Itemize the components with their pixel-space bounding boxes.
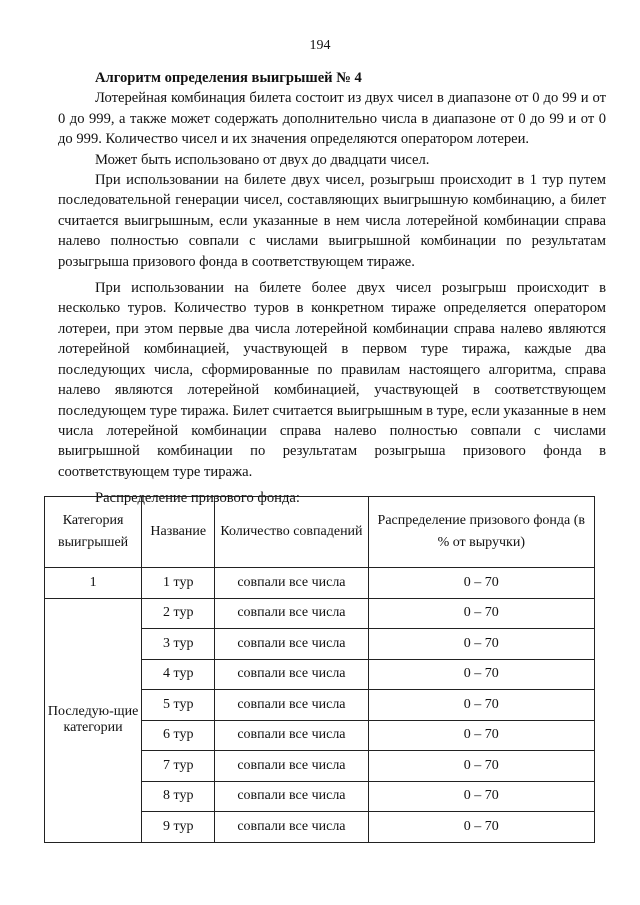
paragraph-5: Распределение призового фонда: bbox=[95, 490, 300, 507]
name-cell: 5 тур bbox=[142, 690, 215, 721]
distribution-cell: 0 – 70 bbox=[368, 781, 594, 812]
distribution-cell: 0 – 70 bbox=[368, 598, 594, 629]
name-cell: 6 тур bbox=[142, 720, 215, 751]
table-row bbox=[45, 568, 595, 599]
header-distribution: Распределение призового фонда (в % от выручки) bbox=[368, 497, 594, 568]
category-cell: 1 bbox=[45, 568, 142, 599]
distribution-cell: 0 – 70 bbox=[368, 659, 594, 690]
distribution-cell: 0 – 70 bbox=[368, 690, 594, 721]
paragraph-1: Лотерейная комбинация билета состоит из двух чисел в диапазоне от 0 до 99 и от 0 до 999, а также может содержать дополнительно числа в диапазоне от 0 до 99 и от 0 до 999. Количество чисел и их значения определяются оператором лотереи. bbox=[58, 90, 606, 148]
name-cell: 2 тур bbox=[142, 598, 215, 629]
matches-cell: совпали все числа bbox=[215, 690, 368, 721]
category-cell-merged: Последую-щие категории bbox=[45, 598, 142, 842]
paragraph-3: При использовании на билете двух чисел, розыгрыш происходит в 1 тур путем последовательной генерации чисел, составляющих выигрышную комбинацию, а билет считается выигрышным, если указанные в нем числа лотерейной комбинации справа налево полностью совпали с числами выигрышной комбинации по результатам розыгрыша призового фонда в соответствующем тираже. bbox=[58, 172, 606, 270]
name-cell: 9 тур bbox=[142, 812, 215, 843]
paragraph-4: При использовании на билете более двух чисел розыгрыш происходит в несколько туров. Количество туров в конкретном тираже определяется оператором лотереи, при этом первые два числа лотерейной комбинации справа налево являются лотерейной комбинацией, участвующей в первом туре тиража, каждые два последующих числа, сформированные по правилам настоящего алгоритма, справа налево являются лотерейной комбинацией, участвующей в соответствующем последующем туре тиража. Билет считается выигрышным в туре, если указанные в нем числа лотерейной комбинации справа налево полностью совпали с числами выигрышной комбинации по результатам розыгрыша призового фонда в соответствующем туре тиража. bbox=[58, 280, 606, 480]
header-matches: Количество совпадений bbox=[215, 497, 368, 568]
distribution-cell: 0 – 70 bbox=[368, 751, 594, 782]
matches-cell: совпали все числа bbox=[215, 781, 368, 812]
matches-cell: совпали все числа bbox=[215, 812, 368, 843]
distribution-cell: 0 – 70 bbox=[368, 812, 594, 843]
header-name: Название bbox=[142, 497, 215, 568]
name-cell: 3 тур bbox=[142, 629, 215, 660]
matches-cell: совпали все числа bbox=[215, 598, 368, 629]
header-category: Категория выигрышей bbox=[45, 497, 142, 568]
matches-cell: совпали все числа bbox=[215, 751, 368, 782]
matches-cell: совпали все числа bbox=[215, 659, 368, 690]
section-heading: Алгоритм определения выигрышей № 4 bbox=[95, 70, 362, 86]
matches-cell: совпали все числа bbox=[215, 568, 368, 599]
name-cell: 4 тур bbox=[142, 659, 215, 690]
body-text bbox=[58, 68, 606, 509]
page-number: 194 bbox=[309, 38, 331, 53]
matches-cell: совпали все числа bbox=[215, 720, 368, 751]
name-cell: 1 тур bbox=[142, 568, 215, 599]
name-cell: 7 тур bbox=[142, 751, 215, 782]
distribution-cell: 0 – 70 bbox=[368, 720, 594, 751]
distribution-cell: 0 – 70 bbox=[368, 629, 594, 660]
distribution-cell: 0 – 70 bbox=[368, 568, 594, 599]
table-row bbox=[45, 598, 595, 629]
prize-distribution-table bbox=[44, 496, 595, 843]
name-cell: 8 тур bbox=[142, 781, 215, 812]
table-header-row bbox=[45, 497, 595, 568]
paragraph-2: Может быть использовано от двух до двадцати чисел. bbox=[95, 151, 430, 168]
matches-cell: совпали все числа bbox=[215, 629, 368, 660]
